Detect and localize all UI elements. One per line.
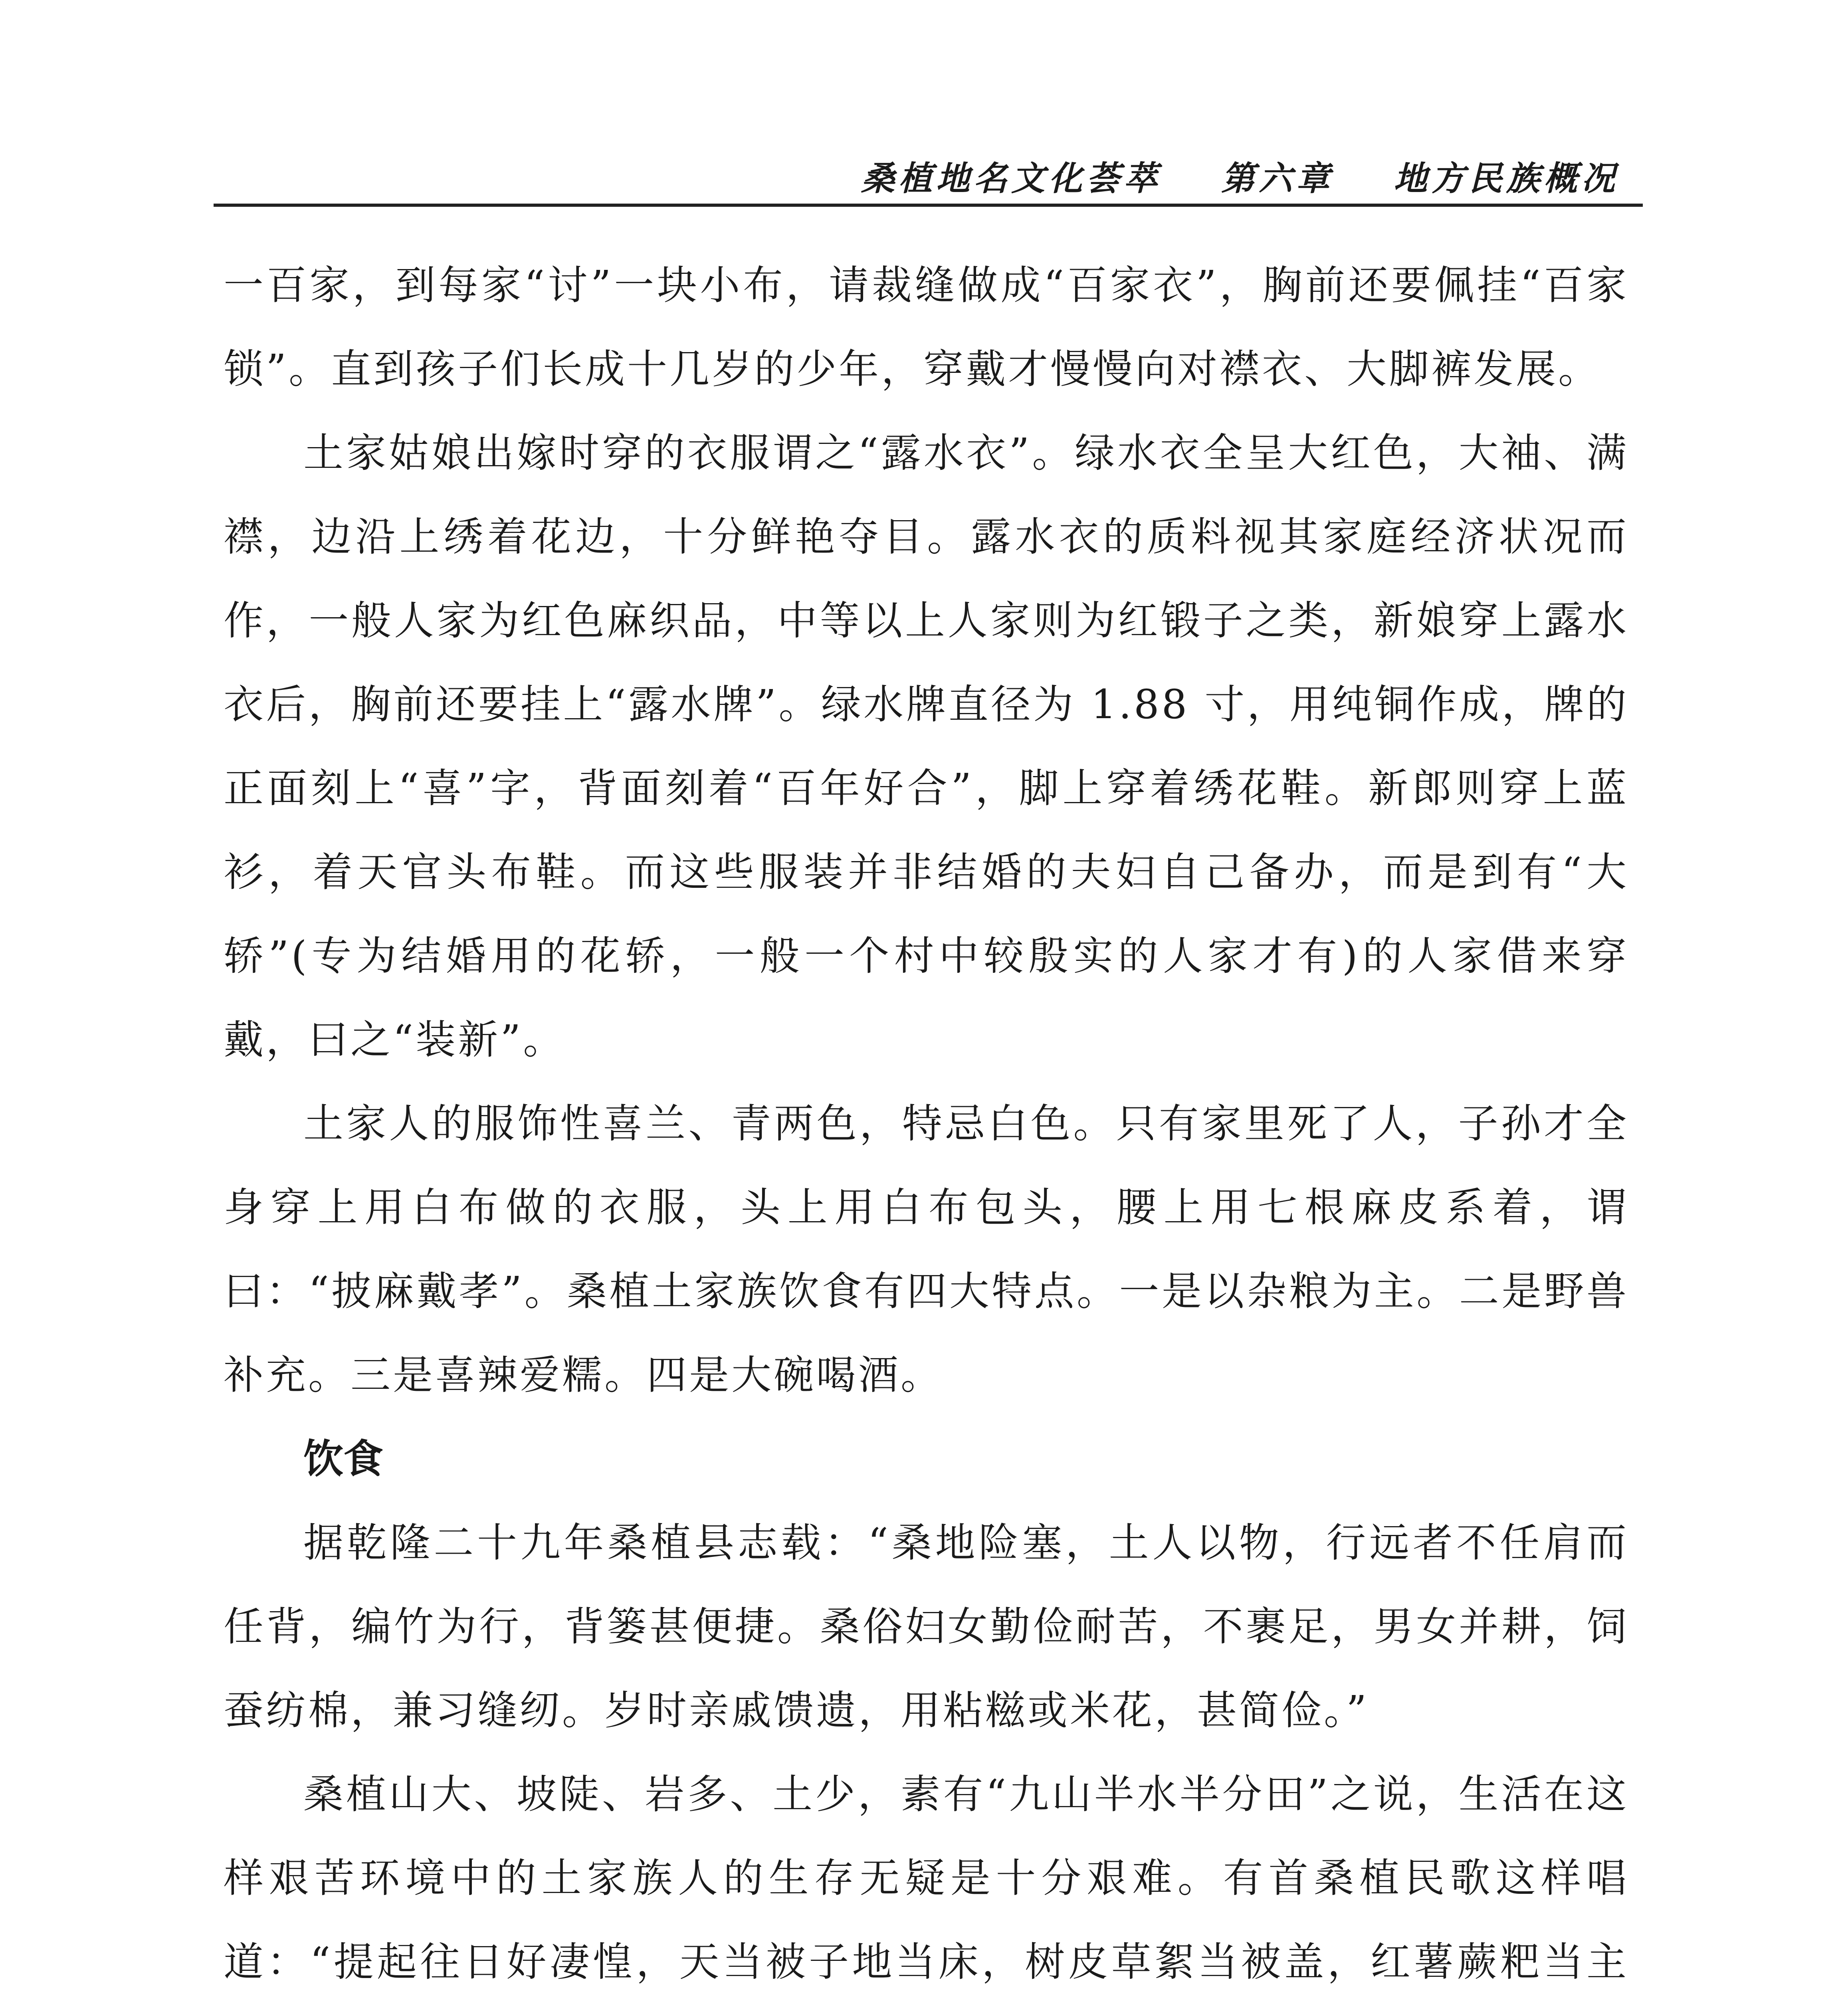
paragraph-folk-song: 桑植山大、坡陡、岩多、土少，素有“九山半水半分田”之说，生活在这样艰苦环境中的土家族人的生存无疑是十分艰难。有首桑植民歌这样唱道：“提起往日好凄惶，天当被子地当床，树皮草絮当被盖，红薯蕨粑当主 [224, 1771, 1629, 1985]
section-title: 地方民族概况 [1393, 158, 1619, 198]
chapter-label: 第六章 [1221, 158, 1334, 198]
page-body [224, 244, 1629, 1996]
paragraph-dew-clothes: 土家姑娘出嫁时穿的衣服谓之“露水衣”。绿水衣全呈大红色，大袖、满襟，边沿上绣着花边，十分鲜艳夺目。露水衣的质料视其家庭经济状况而作，一般人家为红色麻织品，中等以上人家则为红锻子之类，新娘穿上露水衣后，胸前还要挂上“露水牌”。绿水牌直径为 1.88 寸，用纯铜作成，牌的正面刻上“喜”字，背面刻着“百年好合”，脚上穿着绣花鞋。新郎则穿上蓝衫，着天官头布鞋。而这些服装并非结婚的夫妇自己备办，而是到有“大轿”(专为结婚用的花轿，一般一个村中较殷实的人家才有)的人家借来穿戴，曰之“装新”。 [224, 430, 1629, 1063]
section-heading-food: 饮食 [303, 1436, 383, 1482]
book-title: 桑植地名文化荟萃 [861, 158, 1161, 198]
paragraph-clothing-colors: 土家人的服饰性喜兰、青两色，特忌白色。只有家里死了人，子孙才全身穿上用白布做的衣服，头上用白布包头，腰上用七根麻皮系着，谓曰：“披麻戴孝”。桑植土家族饮食有四大特点。一是以杂粮为主。二是野兽补充。三是喜辣爱糯。四是大碗喝酒。 [224, 1100, 1629, 1398]
paragraph-continued: 一百家，到每家“讨”一块小布，请裁缝做成“百家衣”，胸前还要佩挂“百家锁”。直到孩子们长成十几岁的少年，穿戴才慢慢向对襟衣、大脚裤发展。 [224, 262, 1629, 392]
paragraph-county-annals: 据乾隆二十九年桑植县志载：“桑地险塞，土人以物，行远者不任肩而任背，编竹为行，背篓甚便捷。桑俗妇女勤俭耐苦，不裹足，男女并耕，饲蚕纺棉，兼习缝纫。岁时亲戚馈遗，用粘糍或米花，甚简俭。” [224, 1519, 1629, 1734]
running-header [214, 144, 1643, 207]
header-text [801, 152, 1619, 200]
